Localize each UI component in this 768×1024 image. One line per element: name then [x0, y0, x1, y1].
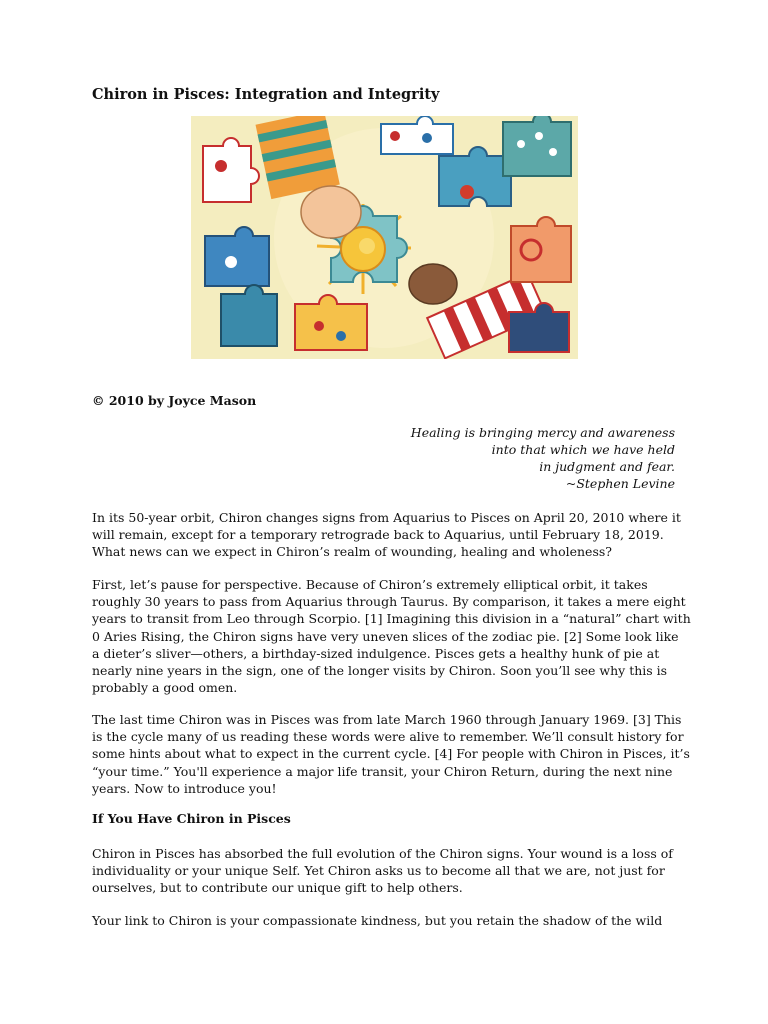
epigraph-line: Healing is bringing mercy and awareness — [410, 425, 675, 440]
body-paragraph — [92, 912, 682, 929]
epigraph-attribution: ~Stephen Levine — [565, 476, 675, 491]
paragraph-line: is the cycle many of us reading these words were alive to remember. We’ll consult history for — [92, 729, 684, 745]
paragraph-line: some hints about what to expect in the current cycle. [4] For people with Chiron in Pisces, it’s — [92, 746, 690, 762]
body-paragraph — [92, 711, 690, 797]
puzzle-illustration — [191, 116, 578, 359]
paragraph-line: roughly 30 years to pass from Aquarius through Taurus. By comparison, it takes a mere eight — [92, 594, 686, 610]
paragraph-line: In its 50-year orbit, Chiron changes signs from Aquarius to Pisces on April 20, 2010 where it — [92, 510, 681, 525]
document-title: Chiron in Pisces: Integration and Integrity — [92, 86, 440, 103]
body-paragraph — [92, 509, 682, 561]
paragraph-line: Your link to Chiron is your compassionate kindness, but you retain the shadow of the wild — [92, 913, 663, 928]
paragraph-line: Chiron in Pisces has absorbed the full evolution of the Chiron signs. Your wound is a loss of — [92, 846, 673, 861]
paragraph-line: “your time.” You'll experience a major life transit, your Chiron Return, during the next nine — [92, 763, 673, 779]
paragraph-line: The last time Chiron was in Pisces was from late March 1960 through January 1969. [3] This — [92, 712, 682, 727]
epigraph-line: into that which we have held — [491, 442, 675, 457]
paragraph-line: ourselves, but to contribute our unique gift to help others. — [92, 880, 463, 896]
paragraph-line: years. Now to introduce you! — [92, 780, 277, 796]
paragraph-line: a dieter’s sliver—others, a birthday-sized indulgence. Pisces gets a healthy hunk of pie at — [92, 645, 660, 661]
paragraph-line: years to transit from Leo through Scorpio. [1] Imagining this division in a “natural” chart with — [92, 611, 691, 627]
paragraph-line: individuality or your unique Self. Yet Chiron asks us to become all that we are, not just for — [92, 863, 665, 879]
paragraph-line: 0 Aries Rising, the Chiron signs have very uneven slices of the zodiac pie. [2] Some look like — [92, 628, 679, 644]
paragraph-line: First, let’s pause for perspective. Because of Chiron’s extremely elliptical orbit, it takes — [92, 577, 648, 592]
section-subheading: If You Have Chiron in Pisces — [92, 811, 291, 826]
paragraph-line: nearly nine years in the sign, one of the longer visits by Chiron. Soon you’ll see why this is — [92, 663, 668, 679]
copyright-notice: © 2010 by Joyce Mason — [92, 393, 257, 408]
paragraph-line: will remain, except for a temporary retrograde back to Aquarius, until February 18, 2019. — [92, 527, 664, 543]
epigraph-line: in judgment and fear. — [539, 459, 675, 474]
body-paragraph — [92, 576, 691, 696]
body-paragraph — [92, 845, 682, 897]
epigraph-quote — [411, 424, 675, 492]
paragraph-line: What news can we expect in Chiron’s realm of wounding, healing and wholeness? — [92, 544, 612, 560]
paragraph-line: probably a good omen. — [92, 680, 238, 696]
